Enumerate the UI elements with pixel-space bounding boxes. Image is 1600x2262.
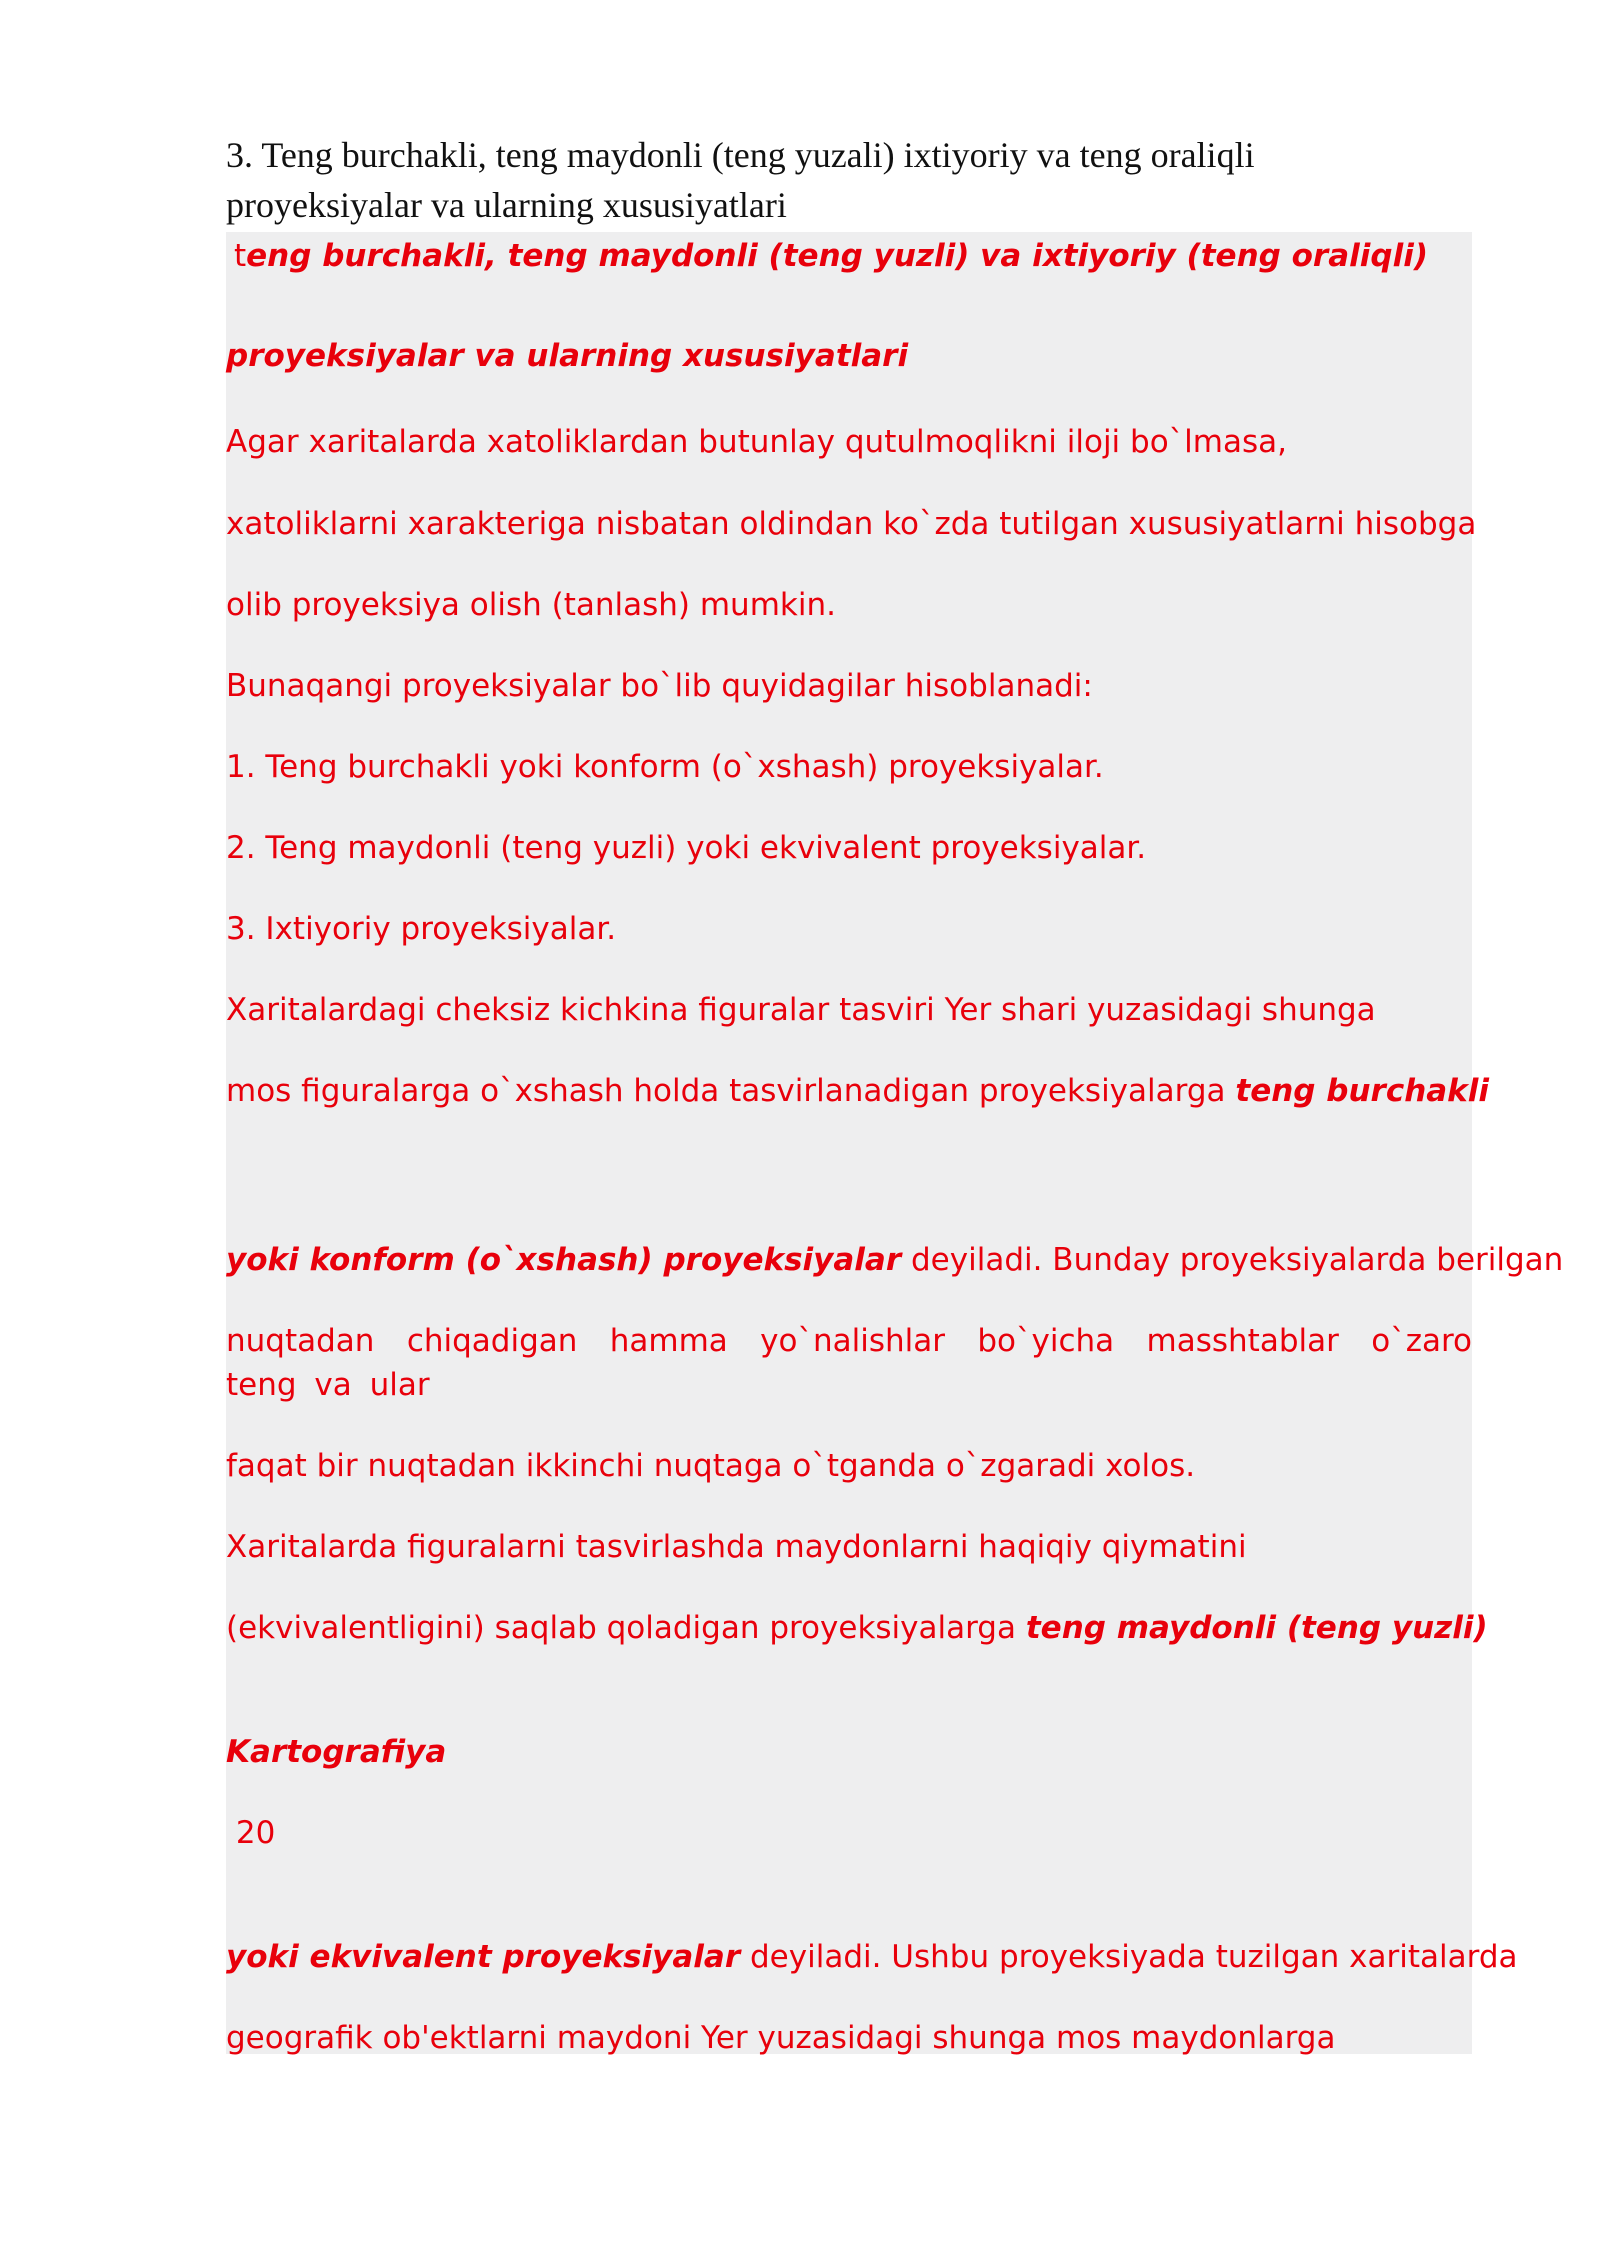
- list-item-1: 1. Teng burchakli yoki konform (o`xshash) proyeksiyalar.: [226, 749, 1104, 785]
- list-item-2: 2. Teng maydonli (teng yuzli) yoki ekvivalent proyeksiyalar.: [226, 830, 1147, 866]
- paragraph-line: Bunaqangi proyeksiyalar bo`lib quyidagilar hisoblanadi:: [226, 668, 1093, 704]
- paragraph-line: nuqtadan chiqadigan hamma yo`nalishlar bo`yicha masshtablar o`zaro teng va ular: [226, 1323, 1472, 1403]
- paragraph-line: xatoliklarni xarakteriga nisbatan oldindan ko`zda tutilgan xususiyatlarni hisobga: [226, 506, 1477, 542]
- term-konform: yoki konform (o`xshash) proyeksiyalar: [226, 1242, 902, 1278]
- paragraph-line: olib proyeksiya olish (tanlash) mumkin.: [226, 587, 836, 623]
- paragraph-text: mos figuralarga o`xshash holda tasvirlanadigan proyeksiyalarga: [226, 1073, 1236, 1109]
- paragraph-line-with-term: [226, 1238, 1564, 1282]
- page-heading: [226, 130, 1406, 230]
- section-title-first-letter: t: [234, 238, 247, 274]
- paragraph-line: Xaritalarda figuralarni tasvirlashda maydonlarni haqiqiy qiymatini: [226, 1529, 1247, 1565]
- paragraph-line: Xaritalardagi cheksiz kichkina figuralar tasviri Yer shari yuzasidagi shunga: [226, 992, 1376, 1028]
- running-header: [226, 1730, 1472, 1774]
- paragraph-text: deyiladi. Bunday proyeksiyalarda berilgan: [901, 1242, 1564, 1278]
- paragraph-line-with-term: [226, 1935, 1518, 1979]
- running-header-text: Kartografiya: [226, 1734, 447, 1770]
- section-title-rest: eng burchakli, teng maydonli (teng yuzli) va ixtiyoriy (teng oraliqli): [246, 238, 1428, 274]
- paragraph-line: Agar xaritalarda xatoliklardan butunlay qutulmoqlikni iloji bo`lmasa,: [226, 424, 1287, 460]
- section-title-line-2: [226, 334, 1472, 378]
- term-teng-maydonli: teng maydonli (teng yuzli): [1025, 1610, 1488, 1646]
- paragraph-line: geografik ob'ektlarni maydoni Yer yuzasidagi shunga mos maydonlarga: [226, 2020, 1336, 2056]
- section-title-line-1: [226, 234, 1472, 278]
- term-teng-burchakli: teng burchakli: [1235, 1073, 1490, 1109]
- list-item-3: 3. Ixtiyoriy proyeksiyalar.: [226, 911, 617, 947]
- term-ekvivalent: yoki ekvivalent proyeksiyalar: [226, 1939, 741, 1975]
- page-number: 20: [226, 1815, 276, 1851]
- paragraph-line: faqat bir nuqtadan ikkinchi nuqtaga o`tganda o`zgaradi xolos.: [226, 1448, 1196, 1484]
- paragraph-text: deyiladi. Ushbu proyeksiyada tuzilgan xaritalarda: [740, 1939, 1518, 1975]
- page-heading-line-2: proyeksiyalar va ularning xususiyatlari: [226, 185, 787, 225]
- paragraph-line-with-term: [226, 1606, 1488, 1650]
- section-title-text-2: proyeksiyalar va ularning xususiyatlari: [226, 338, 909, 374]
- paragraph-text: (ekvivalentligini) saqlab qoladigan proyeksiyalarga: [226, 1610, 1026, 1646]
- page-heading-line-1: 3. Teng burchakli, teng maydonli (teng yuzali) ixtiyoriy va teng oraliqli: [226, 135, 1255, 175]
- paragraph-line-with-term: [226, 1069, 1490, 1113]
